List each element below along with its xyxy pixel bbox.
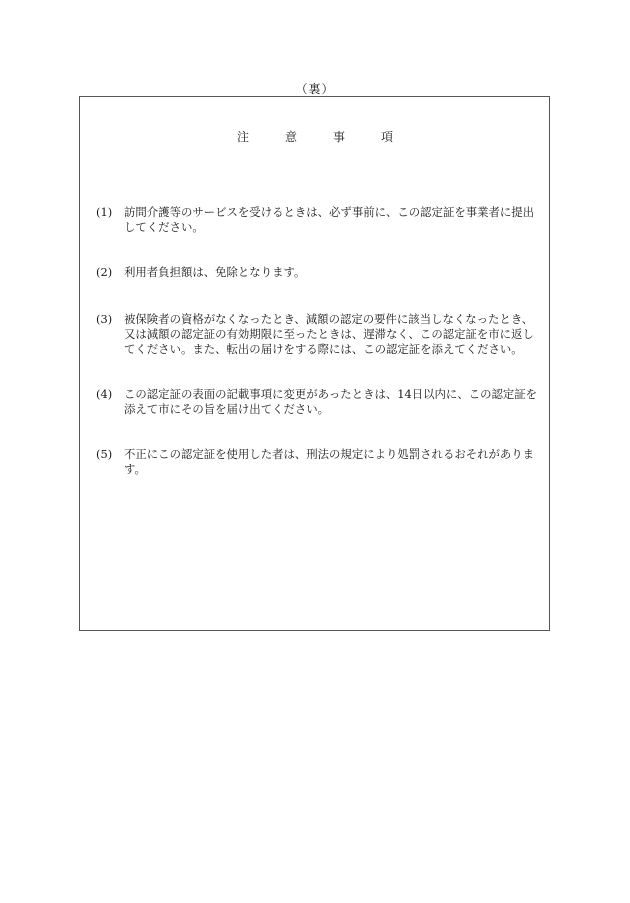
note-number: (3): [96, 312, 113, 326]
notice-heading: 注 意 事 項: [236, 130, 393, 144]
note-item-4: [96, 387, 544, 417]
note-number: (5): [96, 447, 113, 461]
note-number: (1): [96, 205, 113, 219]
note-number: (4): [96, 387, 113, 401]
note-item-2: [96, 265, 544, 280]
note-number: (2): [96, 265, 113, 279]
note-item-3: [96, 312, 544, 357]
notice-frame: [79, 96, 550, 631]
note-text: 被保険者の資格がなくなったとき、減額の認定の要件に該当しなくなったとき、又は減額の認定証の有効期限に至ったときは、遅滞なく、この認定証を市に返してください。また、転出の届けをする際には、この認定証を添えてください。: [124, 312, 534, 356]
reverse-side-label: （裏）: [295, 82, 335, 96]
note-item-1: [96, 205, 544, 235]
note-text: 利用者負担額は、免除となります。: [124, 265, 306, 279]
note-text: 不正にこの認定証を使用した者は、刑法の規定により処罰されるおそれがあります。: [124, 447, 535, 476]
note-text: 訪問介護等のサービスを受けるときは、必ず事前に、この認定証を事業者に提出してください。: [124, 205, 535, 234]
note-text: この認定証の表面の記載事項に変更があったときは、14日以内に、この認定証を添えて市にその旨を届け出てください。: [124, 387, 538, 416]
note-item-5: [96, 447, 544, 477]
